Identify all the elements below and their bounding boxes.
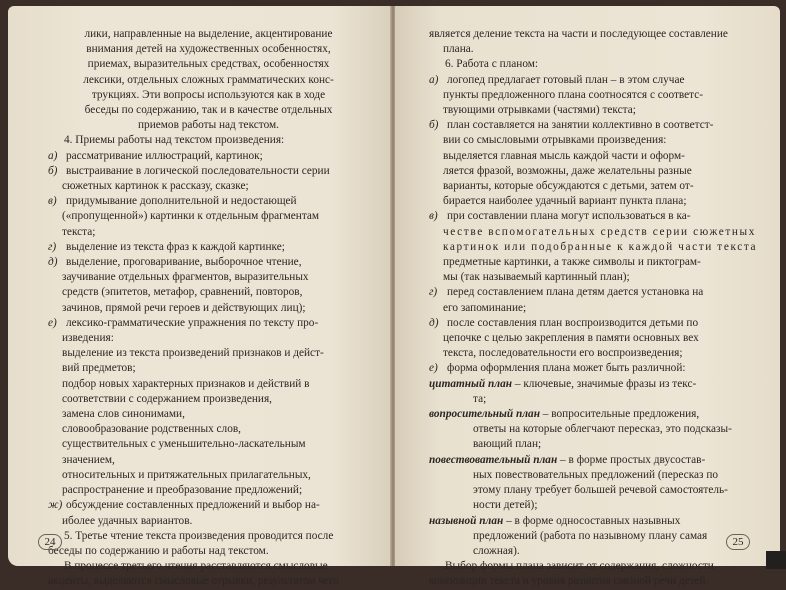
- text-line: [48, 103, 369, 118]
- text-line: [429, 544, 742, 559]
- text-line: [429, 574, 742, 589]
- text-line: [48, 164, 369, 179]
- text-line: [48, 331, 369, 346]
- text-line: [429, 422, 742, 437]
- line-text: текста;: [62, 225, 96, 238]
- line-text: заучивание отдельных фрагментов, выразительных: [62, 271, 309, 284]
- text-line: [48, 209, 369, 224]
- line-text: после составления план воспроизводится детьми по: [447, 316, 699, 329]
- text-line: [48, 194, 369, 209]
- text-line: [429, 483, 742, 498]
- line-text: этому плану требует большей речевой самостоятель-: [473, 484, 728, 497]
- line-text: выделение из текста фраз к каждой картинке;: [66, 240, 285, 253]
- line-text: перед составлением плана детям дается установка на: [447, 286, 704, 299]
- text-line: [429, 194, 742, 209]
- text-line: [48, 133, 369, 148]
- list-marker: е): [429, 362, 438, 375]
- line-text: та;: [473, 392, 487, 405]
- text-line: [48, 27, 369, 42]
- text-line: [48, 88, 369, 103]
- text-line: [429, 27, 742, 42]
- text-line: [429, 331, 742, 346]
- text-line: [429, 88, 742, 103]
- text-line: [429, 498, 742, 513]
- text-line: [48, 346, 369, 361]
- line-text: ности детей);: [473, 499, 538, 512]
- line-text: бирается наиболее удачный вариант пункта плана;: [443, 195, 687, 208]
- line-text: – ключевые, значимые фразы из текс-: [512, 377, 697, 390]
- text-line: [48, 73, 369, 88]
- text-line: [429, 133, 742, 148]
- line-text: текста, последовательности его воспроизведения;: [443, 347, 683, 360]
- line-text: В процессе третьего чтения расставляются смысловые: [64, 560, 328, 573]
- text-line: [429, 179, 742, 194]
- right-page-text: [429, 27, 758, 590]
- list-marker: е): [48, 316, 57, 329]
- text-line: [48, 422, 369, 437]
- line-text: изведения:: [62, 332, 114, 345]
- text-line: [429, 103, 742, 118]
- line-text: плана.: [443, 43, 474, 56]
- line-text: зачинов, прямой речи героев и действующих лиц);: [62, 301, 306, 314]
- left-page: [8, 6, 391, 588]
- line-text: замена слов синонимами,: [62, 408, 185, 421]
- list-marker: д): [48, 256, 58, 269]
- text-line: [48, 179, 369, 194]
- text-line: [429, 255, 742, 270]
- line-text: подбор новых характерных признаков и действий в: [62, 377, 310, 390]
- text-line: [429, 361, 742, 376]
- line-text: композиции текста и уровня развития связной речи детей.: [429, 575, 709, 588]
- text-line: [429, 57, 742, 72]
- line-text: вии со смысловыми отрывками произведения:: [443, 134, 667, 147]
- text-line: [429, 270, 742, 285]
- text-line: [429, 453, 742, 468]
- text-line: [48, 574, 369, 589]
- plan-term: повествовательный план: [429, 453, 558, 466]
- line-text: план составляется на занятии коллективно в соответст-: [447, 119, 714, 132]
- line-text: логопед предлагает готовый план – в этом случае: [447, 73, 685, 86]
- text-line: [48, 483, 369, 498]
- corner-shadow: [766, 551, 786, 569]
- text-line: [48, 240, 369, 255]
- list-marker: г): [48, 240, 57, 253]
- text-line: [48, 301, 369, 316]
- text-line: [429, 149, 742, 164]
- line-text: при составлении плана могут использоваться в ка-: [447, 210, 691, 223]
- line-text: акценты, выделяются смысловые отрывки, результатом чего: [48, 575, 340, 588]
- line-text: выделение из текста произведений признаков и дейст-: [62, 347, 324, 360]
- plan-term: цитатный план: [429, 377, 513, 390]
- text-line: [429, 437, 742, 452]
- text-line: [429, 301, 742, 316]
- text-line: [48, 225, 369, 240]
- line-text: мы (так называемый картинный план);: [443, 271, 630, 284]
- left-page-number: 24: [38, 534, 62, 550]
- text-line: [48, 316, 369, 331]
- text-line: [429, 209, 742, 224]
- text-line: [48, 559, 369, 574]
- line-text: существительных с уменьшительно-ласкательным: [62, 438, 306, 451]
- line-text: средств (эпитетов, метафор, сравнений, повторов,: [62, 286, 303, 299]
- line-text: лексико-грамматические упражнения по тексту про-: [66, 316, 319, 329]
- line-text: варианты, которые обсуждаются с детьми, затем от-: [443, 180, 694, 193]
- line-text: предложений (работа по назывному плану самая: [473, 529, 708, 542]
- text-line: [429, 559, 742, 574]
- line-text: значением,: [62, 453, 115, 466]
- line-text: пункты предложенного плана соотносятся с соответс-: [443, 88, 704, 101]
- plan-term: назывной план: [429, 514, 504, 527]
- right-page-number: 25: [726, 534, 750, 550]
- line-text: выстраивание в логической последовательности серии: [66, 164, 330, 177]
- list-marker: в): [48, 195, 57, 208]
- line-text: его запоминание;: [443, 301, 527, 314]
- text-line: [48, 437, 369, 452]
- line-text: предметные картинки, а также символы и пиктограм-: [443, 256, 701, 269]
- text-line: [429, 240, 758, 255]
- line-text: ответы на которые облегчают пересказ, это подсказы-: [473, 423, 732, 436]
- line-text: вающий план;: [473, 438, 542, 451]
- line-text: выделение, проговаривание, выборочное чтение,: [66, 256, 302, 269]
- text-line: [48, 529, 369, 544]
- line-text: 5. Третье чтение текста произведения проводится после: [64, 529, 334, 542]
- text-line: [429, 346, 742, 361]
- text-line: [429, 316, 742, 331]
- text-line: [429, 118, 742, 133]
- line-text: приемах, выразительных средствах, особенностях: [87, 58, 330, 71]
- text-line: [48, 270, 369, 285]
- text-line: [48, 285, 369, 300]
- text-line: [48, 118, 369, 133]
- text-line: [429, 514, 742, 529]
- text-line: [429, 377, 742, 392]
- text-line: [48, 392, 369, 407]
- text-line: [429, 529, 742, 544]
- text-line: [429, 407, 742, 422]
- line-text: ляется фразой, возможны, даже желательны разные: [443, 164, 692, 177]
- text-line: [429, 468, 742, 483]
- text-line: [48, 255, 369, 270]
- line-text: беседы по содержанию, так и в качестве отдельных: [84, 104, 333, 117]
- line-text: обсуждение составленных предложений и выбор на-: [66, 499, 320, 512]
- line-text: ных повествовательных предложений (пересказ по: [473, 468, 719, 481]
- right-page: [395, 6, 780, 588]
- line-text: рассматривание иллюстраций, картинок;: [66, 149, 263, 162]
- line-text: относительных и притяжательных прилагательных,: [62, 468, 311, 481]
- left-page-text: [48, 27, 369, 590]
- line-text: иболее удачных вариантов.: [62, 514, 193, 527]
- line-text: лексики, отдельных сложных грамматических конс-: [83, 73, 334, 86]
- list-marker: г): [429, 286, 438, 299]
- text-line: [48, 361, 369, 376]
- line-text: картинок или подобранные к каждой части текста: [443, 240, 758, 253]
- text-line: [48, 149, 369, 164]
- text-line: [429, 73, 742, 88]
- text-line: [48, 514, 369, 529]
- list-marker: б): [429, 119, 439, 132]
- line-text: придумывание дополнительной и недостающей: [66, 195, 297, 208]
- line-text: беседы по содержанию и работы над текстом.: [48, 544, 269, 557]
- list-marker: а): [48, 149, 58, 162]
- line-text: приемов работы над текстом.: [138, 119, 279, 132]
- line-text: сложная).: [473, 544, 520, 557]
- line-text: лики, направленные на выделение, акцентирование: [84, 28, 333, 40]
- line-text: – в форме односоставных назывных: [503, 514, 681, 527]
- text-line: [429, 164, 742, 179]
- text-line: [48, 453, 369, 468]
- text-line: [429, 392, 742, 407]
- plan-term: вопросительный план: [429, 408, 540, 421]
- text-line: [48, 544, 369, 559]
- text-line: [48, 377, 369, 392]
- line-text: Выбор формы плана зависит от содержания, сложности: [445, 560, 714, 573]
- line-text: выделяется главная мысль каждой части и оформ-: [443, 149, 685, 162]
- line-text: является деление текста на части и последующее составление: [429, 28, 728, 40]
- text-line: [429, 285, 742, 300]
- line-text: – вопросительные предложения,: [539, 408, 700, 421]
- text-line: [48, 407, 369, 422]
- text-line: [48, 42, 369, 57]
- line-text: внимания детей на художественных особенностях,: [86, 43, 331, 56]
- line-text: вий предметов;: [62, 362, 136, 375]
- line-text: цепочке с целью закрепления в памяти основных вех: [443, 332, 699, 345]
- list-marker: а): [429, 73, 439, 86]
- text-line: [429, 42, 742, 57]
- line-text: – в форме простых двусостав-: [557, 453, 706, 466]
- line-text: твующими отрывками (частями) текста;: [443, 104, 636, 117]
- list-marker: в): [429, 210, 438, 223]
- line-text: форма оформления плана может быть различной:: [447, 362, 686, 375]
- line-text: 6. Работа с планом:: [445, 58, 539, 71]
- text-line: [429, 225, 756, 240]
- text-line: [48, 57, 369, 72]
- line-text: честве вспомогательных средств серии сюжетных: [443, 225, 756, 238]
- text-line: [48, 468, 369, 483]
- line-text: трукциях. Эти вопросы используются как в ходе: [91, 88, 326, 101]
- line-text: («пропущенной») картинки к отдельным фрагментам: [62, 210, 320, 223]
- line-text: словообразование родственных слов,: [62, 423, 242, 436]
- text-line: [48, 498, 369, 513]
- list-marker: б): [48, 164, 58, 177]
- list-marker: ж): [48, 499, 63, 512]
- line-text: распространение и преобразование предложений;: [62, 484, 303, 497]
- line-text: соответствии с содержанием произведения,: [62, 392, 272, 405]
- list-marker: д): [429, 316, 439, 329]
- line-text: сюжетных картинок к рассказу, сказке;: [62, 180, 249, 193]
- line-text: 4. Приемы работы над текстом произведения:: [64, 134, 285, 147]
